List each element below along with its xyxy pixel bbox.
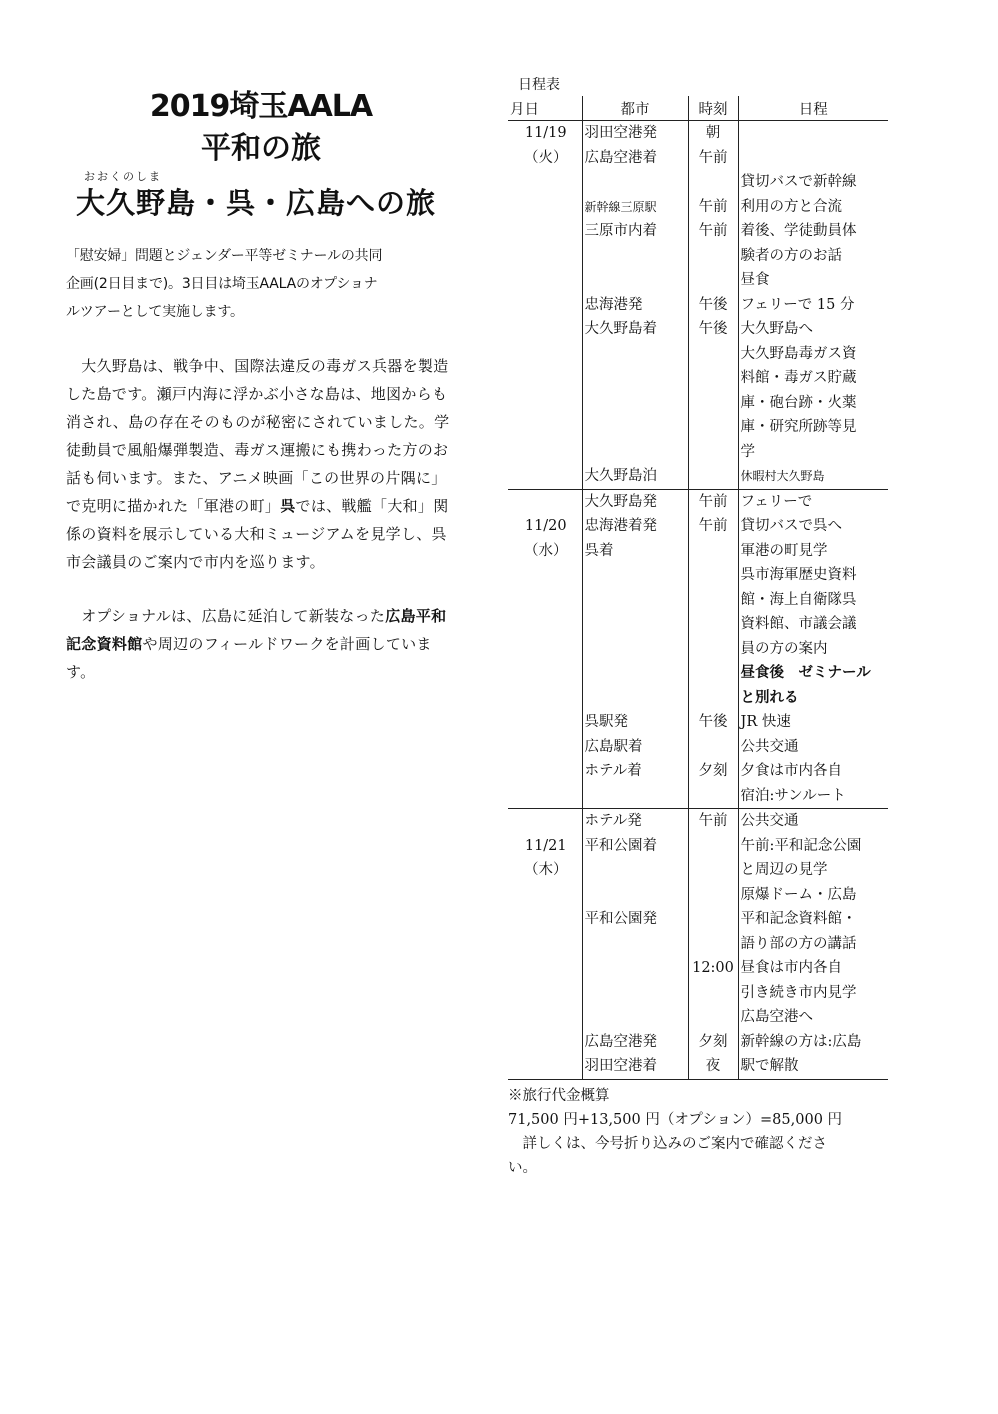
date-cell — [508, 981, 582, 1006]
time-cell — [688, 883, 738, 908]
table-row — [508, 170, 888, 195]
city-cell — [582, 366, 688, 391]
date-cell — [508, 268, 582, 293]
table-row — [508, 784, 888, 809]
notes-price: 71,500 円+13,500 円（オプション）=85,000 円 — [508, 1111, 843, 1128]
plan-cell: 公共交通 — [738, 809, 888, 834]
time-cell — [688, 858, 738, 883]
table-row — [508, 342, 888, 367]
city-cell: 三原市内着 — [582, 219, 688, 244]
date-cell — [508, 710, 582, 735]
date-cell — [508, 464, 582, 489]
city-cell: ホテル着 — [582, 759, 688, 784]
city-cell — [582, 268, 688, 293]
time-cell — [688, 244, 738, 269]
time-cell — [688, 415, 738, 440]
table-row — [508, 293, 888, 318]
plan-cell: 原爆ドーム・広島 — [738, 883, 888, 908]
city-cell: 大久野島発 — [582, 489, 688, 514]
right-column — [508, 74, 903, 1180]
plan-cell: 広島空港へ — [738, 1005, 888, 1030]
time-cell: 朝 — [688, 121, 738, 146]
time-cell: 12:00 — [688, 956, 738, 981]
city-cell: 呉駅発 — [582, 710, 688, 735]
date-cell: 11/20 — [524, 518, 567, 534]
city-cell — [582, 244, 688, 269]
date-cell — [508, 219, 582, 244]
city-cell: 広島空港着 — [582, 146, 688, 171]
city-cell: 呉着 — [582, 539, 688, 564]
table-row — [508, 759, 888, 784]
city-cell — [582, 932, 688, 957]
time-cell: 午後 — [688, 293, 738, 318]
plan-cell: 着後、学徒動員体 — [738, 219, 888, 244]
time-cell — [688, 268, 738, 293]
plan-cell: 貸切バスで呉へ — [738, 514, 888, 539]
table-row — [508, 219, 888, 244]
table-row — [508, 858, 888, 883]
plan-cell: 員の方の案内 — [738, 637, 888, 662]
date-cell — [508, 317, 582, 342]
city-cell — [582, 170, 688, 195]
plan-cell: 昼食後 ゼミナール — [738, 661, 888, 686]
left-column — [66, 86, 456, 686]
date-cell — [508, 735, 582, 760]
plan-cell: フェリーで — [738, 489, 888, 514]
table-row — [508, 661, 888, 686]
plan-cell: 昼食 — [738, 268, 888, 293]
plan-cell: 資料館、市議会議 — [738, 612, 888, 637]
notes-detail: 詳しくは、今号折り込みのご案内で確認くださ い。 — [508, 1135, 827, 1176]
plan-cell: 公共交通 — [738, 735, 888, 760]
plan-cell: 平和記念資料館・ — [738, 907, 888, 932]
title-line-1: 2019埼玉AALA — [149, 89, 373, 124]
time-cell — [688, 735, 738, 760]
date-cell — [508, 637, 582, 662]
table-row — [508, 956, 888, 981]
plan-cell: 休暇村大久野島 — [738, 464, 888, 489]
table-row — [508, 489, 888, 514]
time-cell — [688, 784, 738, 809]
city-cell: 広島空港発 — [582, 1030, 688, 1055]
city-cell — [582, 637, 688, 662]
table-row — [508, 809, 888, 834]
date-cell — [508, 489, 582, 514]
lead-text: 「慰安婦」問題とジェンダー平等ゼミナールの共同 企画(2日目まで)。3日目は埼玉AALAのオプショナ ルツアーとして実施します。 — [66, 248, 383, 320]
table-row — [508, 735, 888, 760]
notes-heading: ※旅行代金概算 — [508, 1087, 610, 1104]
city-cell: 忠海港着発 — [582, 514, 688, 539]
schedule-table — [508, 96, 888, 1080]
table-row — [508, 834, 888, 859]
time-cell — [688, 366, 738, 391]
city-cell — [582, 784, 688, 809]
plan-cell: 夕食は市内各自 — [738, 759, 888, 784]
table-row — [508, 883, 888, 908]
plan-cell — [738, 121, 888, 146]
date-cell — [508, 809, 582, 834]
table-row — [508, 588, 888, 613]
date-cell — [508, 661, 582, 686]
city-cell — [582, 981, 688, 1006]
date-cell — [508, 932, 582, 957]
plan-cell: と別れる — [738, 686, 888, 711]
table-row — [508, 612, 888, 637]
plan-cell: 料館・毒ガス貯蔵 — [738, 366, 888, 391]
city-cell — [582, 588, 688, 613]
city-cell: 羽田空港着 — [582, 1054, 688, 1079]
time-cell: 午前 — [688, 514, 738, 539]
time-cell: 午前 — [688, 146, 738, 171]
notes — [508, 1084, 903, 1180]
date-cell — [508, 883, 582, 908]
city-cell — [582, 956, 688, 981]
date-cell: （火） — [524, 149, 568, 166]
time-cell — [688, 907, 738, 932]
date-cell — [508, 956, 582, 981]
table-row — [508, 563, 888, 588]
plan-cell: 軍港の町見学 — [738, 539, 888, 564]
plan-cell: 大久野島へ — [738, 317, 888, 342]
paragraph-2-text-end: や周辺のフィールドワークを計画しています。 — [66, 635, 432, 681]
table-row — [508, 710, 888, 735]
date-cell: （水） — [524, 542, 568, 559]
header-time: 時刻 — [688, 96, 738, 121]
table-row — [508, 244, 888, 269]
title-line-2: 平和の旅 — [201, 131, 321, 166]
time-cell — [688, 563, 738, 588]
time-cell — [688, 464, 738, 489]
time-cell — [688, 1005, 738, 1030]
schedule-header-row — [508, 96, 888, 121]
city-cell — [582, 563, 688, 588]
city-cell — [582, 883, 688, 908]
date-cell — [508, 588, 582, 613]
time-cell — [688, 932, 738, 957]
city-cell: 平和公園着 — [582, 834, 688, 859]
paragraph-2-bold: 広島平和記念資料館 — [66, 607, 447, 653]
time-cell — [688, 440, 738, 465]
date-cell — [508, 195, 582, 220]
table-row — [508, 195, 888, 220]
table-row — [508, 317, 888, 342]
time-cell: 夜 — [688, 1054, 738, 1079]
table-row — [508, 981, 888, 1006]
time-cell — [688, 539, 738, 564]
city-cell — [582, 661, 688, 686]
table-row — [508, 391, 888, 416]
table-row — [508, 464, 888, 489]
date-cell — [508, 366, 582, 391]
date-cell: 11/19 — [524, 125, 567, 141]
time-cell: 午前 — [688, 809, 738, 834]
date-cell — [508, 440, 582, 465]
plan-cell: 午前:平和記念公園 — [738, 834, 888, 859]
title-ruby: おおくのしま — [84, 170, 162, 183]
city-cell: 大久野島泊 — [582, 464, 688, 489]
plan-cell: 引き続き市内見学 — [738, 981, 888, 1006]
plan-cell: 験者の方のお話 — [738, 244, 888, 269]
time-cell: 午後 — [688, 710, 738, 735]
table-row — [508, 146, 888, 171]
city-cell: ホテル発 — [582, 809, 688, 834]
date-cell: （木） — [524, 862, 568, 878]
plan-cell: 利用の方と合流 — [738, 195, 888, 220]
time-cell — [688, 686, 738, 711]
title-line-3: 大久野島・呉・広島への旅 — [76, 186, 437, 220]
plan-cell: 大久野島毒ガス資 — [738, 342, 888, 367]
date-cell — [508, 759, 582, 784]
time-cell — [688, 612, 738, 637]
time-cell: 午前 — [688, 219, 738, 244]
date-cell — [508, 686, 582, 711]
paragraph-1-text: 大久野島は、戦争中、国際法違反の毒ガス兵器を製造した島です。瀬戸内海に浮かぶ小さな島は、地図からも消され、島の存在そのものが秘密にされていました。学徒動員で風船爆弾製造、毒ガス運搬にも携わった方のお話も伺います。また、アニメ映画「この世界の片隅に」で克明に描かれた「軍港の町」 — [66, 357, 450, 515]
date-cell — [508, 391, 582, 416]
header-plan: 日程 — [738, 96, 888, 121]
plan-cell: 庫・研究所跡等見 — [738, 415, 888, 440]
date-cell — [508, 563, 582, 588]
city-cell — [582, 342, 688, 367]
table-row — [508, 366, 888, 391]
date-cell — [508, 1005, 582, 1030]
city-cell: 平和公園発 — [582, 907, 688, 932]
table-row — [508, 907, 888, 932]
plan-cell: 貸切バスで新幹線 — [738, 170, 888, 195]
plan-cell: フェリーで 15 分 — [738, 293, 888, 318]
plan-cell: 呉市海軍歴史資料 — [738, 563, 888, 588]
date-cell — [508, 784, 582, 809]
plan-cell: 庫・砲台跡・火薬 — [738, 391, 888, 416]
city-cell — [582, 1005, 688, 1030]
table-row — [508, 932, 888, 957]
city-cell — [582, 686, 688, 711]
time-cell: 午前 — [688, 489, 738, 514]
date-cell — [508, 612, 582, 637]
city-cell: 大久野島着 — [582, 317, 688, 342]
plan-cell: 昼食は市内各自 — [738, 956, 888, 981]
plan-cell: 語り部の方の講話 — [738, 932, 888, 957]
city-cell — [582, 612, 688, 637]
plan-cell — [738, 146, 888, 171]
time-cell: 午後 — [688, 317, 738, 342]
city-cell — [582, 440, 688, 465]
time-cell — [688, 170, 738, 195]
plan-cell: 駅で解散 — [738, 1054, 888, 1079]
city-cell: 広島駅着 — [582, 735, 688, 760]
plan-cell: と周辺の見学 — [738, 858, 888, 883]
table-row — [508, 637, 888, 662]
table-row — [508, 1005, 888, 1030]
time-cell — [688, 391, 738, 416]
date-cell: 11/21 — [524, 837, 567, 854]
paragraph-2-text: オプショナルは、広島に延泊して新装なった — [66, 607, 386, 625]
date-cell — [508, 907, 582, 932]
city-cell: 新幹線三原駅 — [582, 195, 688, 220]
time-cell — [688, 588, 738, 613]
table-row — [508, 514, 888, 539]
date-cell — [508, 170, 582, 195]
time-cell: 夕刻 — [688, 1030, 738, 1055]
table-row — [508, 415, 888, 440]
paragraph-1-text-end: では、戦艦「大和」関係の資料を展示している大和ミュージアムを見学し、呉市会議員のご案内で市内を巡ります。 — [66, 497, 449, 571]
plan-cell: 館・海上自衛隊呉 — [738, 588, 888, 613]
paragraph-okunoshima — [66, 352, 456, 576]
header-date: 月日 — [508, 96, 582, 121]
table-row — [508, 121, 888, 146]
time-cell: 午前 — [688, 195, 738, 220]
table-row — [508, 539, 888, 564]
city-cell — [582, 415, 688, 440]
date-cell — [508, 342, 582, 367]
time-cell — [688, 661, 738, 686]
time-cell — [688, 637, 738, 662]
date-cell — [508, 415, 582, 440]
table-row — [508, 1054, 888, 1079]
table-row — [508, 440, 888, 465]
city-cell — [582, 391, 688, 416]
paragraph-1-bold: 呉 — [280, 497, 296, 515]
time-cell — [688, 834, 738, 859]
date-cell — [508, 293, 582, 318]
city-cell — [582, 858, 688, 883]
plan-cell: 学 — [738, 440, 888, 465]
date-cell — [508, 1030, 582, 1055]
time-cell — [688, 342, 738, 367]
plan-cell: 宿泊:サンルート — [738, 784, 888, 809]
table-row — [508, 686, 888, 711]
table-row — [508, 1030, 888, 1055]
city-cell: 忠海港発 — [582, 293, 688, 318]
table-row — [508, 268, 888, 293]
plan-cell: JR 快速 — [738, 710, 888, 735]
plan-cell: 新幹線の方は:広島 — [738, 1030, 888, 1055]
city-cell: 羽田空港発 — [582, 121, 688, 146]
time-cell: 夕刻 — [688, 759, 738, 784]
date-cell — [508, 1054, 582, 1079]
time-cell — [688, 981, 738, 1006]
paragraph-optional — [66, 602, 456, 686]
header-city: 都市 — [582, 96, 688, 121]
schedule-caption: 日程表 — [518, 77, 560, 93]
date-cell — [508, 244, 582, 269]
schedule-body — [508, 121, 888, 1080]
